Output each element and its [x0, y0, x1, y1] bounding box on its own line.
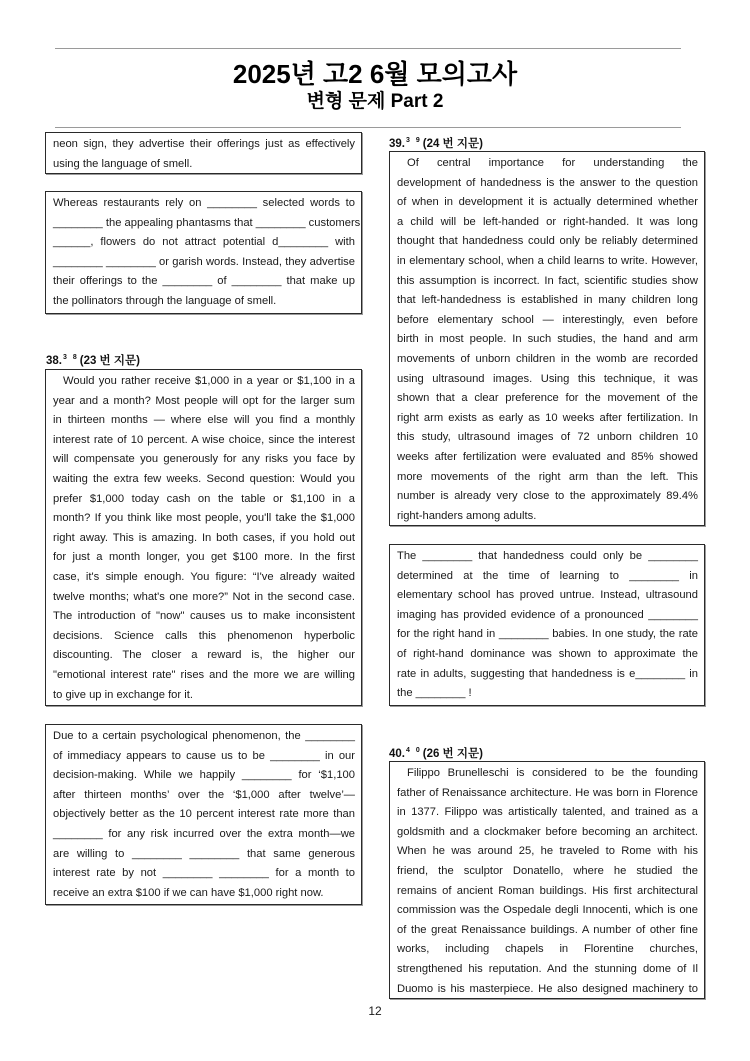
page-title: 2025년 고2 6월 모의고사	[232, 59, 518, 89]
text-line: ________ the appealing phantasms that ________ customers	[53, 216, 361, 229]
text-line: for the right hand in ________ babies. In one study, the rate	[397, 628, 698, 641]
passage-continuation-box	[45, 132, 362, 174]
question-38-heading	[46, 352, 140, 368]
text-line: The introduction of "now" causes us to make inconsistent	[53, 610, 355, 623]
text-line: more movements of the right arm than the left. This	[397, 470, 698, 483]
summary-box-37	[45, 191, 362, 314]
text-line: to give up in exchange for it.	[53, 688, 193, 701]
text-line: will compensate you generously for any risks you face by	[53, 453, 355, 466]
text-line: The ________ that handedness could only be ________	[397, 550, 698, 562]
text-line: father of Renaissance architecture. He was born in Florence	[397, 786, 698, 799]
text-line: the pollinators through the language of smell.	[53, 294, 277, 307]
text-line: are willing to ________ ________ that same generous	[53, 847, 355, 860]
passage-38-box	[45, 369, 362, 706]
text-line: discounting. The closer a reward is, the higher our	[53, 649, 355, 662]
text-line: month? If you think like most people, you'll take the $1,000	[53, 512, 355, 525]
text-line: of when in development it is actually determined whether	[397, 196, 698, 209]
text-line: that left-handedness is established in many children long	[397, 294, 698, 307]
summary-box-38	[45, 724, 362, 905]
text-line: of immediacy appears to cause us to be ________ in our	[53, 749, 355, 762]
text-line: imaging has provided evidence of a pronounced ________	[397, 608, 698, 621]
text-line: goldsmith and a clockmaker before becoming an architect.	[397, 825, 698, 838]
text-line: rate in adults, suggesting that handedness is e________ in	[397, 667, 698, 680]
question-sup: 4 0	[406, 747, 422, 754]
text-line: receive an extra $100 if we can have $1,000 right now.	[53, 886, 324, 899]
text-line: using the language of smell.	[53, 157, 193, 170]
question-sup: 3 8	[63, 354, 79, 361]
question-sup: 3 9	[406, 137, 422, 144]
top-rule	[55, 48, 681, 49]
text-line: remains of ancient Roman buildings. His first architectural	[397, 884, 698, 897]
text-line: movements of unborn children in the womb are recorded	[397, 352, 698, 365]
text-line: interest rate by not ________ ________ for a month to	[53, 867, 355, 880]
text-line: number is already very close to the approximately 89.4%	[397, 490, 698, 503]
text-line: of the great Renaissance buildings. A number of other fine	[397, 923, 698, 936]
text-line: this assumption is incorrect. In fact, scientific studies show	[397, 274, 698, 287]
text-line: waiting the extra few weeks. Second question: Would you	[53, 472, 355, 485]
text-line: weeks after fertilization were evaluated and 85% showed	[397, 450, 698, 463]
page-subtitle: 변형 문제 Part 2	[306, 91, 444, 112]
text-line: objectively better as the 10 percent interest rate more than	[53, 808, 355, 821]
text-line: after thirteen months’ over the ‘$1,000 after twelve’—	[53, 788, 355, 801]
text-line: right arm exists as early as 10 weeks after fertilization. In	[397, 411, 698, 424]
text-line: this study, ultrasound images of 72 unborn children 10	[397, 431, 698, 444]
text-line: in thirteen months — where else will you find a monthly	[53, 414, 355, 427]
text-line: friend, the sculptor Donatello, where he studied the	[397, 864, 698, 877]
text-line: When he was around 25, he traveled to Rome with his	[397, 845, 698, 858]
text-line: in elementary school, when a child learns to write. However,	[397, 254, 698, 267]
text-line: "emotional interest rate" rises and the more we are willing	[53, 668, 355, 681]
text-line: Duomo is his masterpiece. He also designed machinery to	[397, 982, 698, 995]
text-line: for just a month longer, you get $100 more. In the first	[53, 551, 355, 564]
text-line: their offerings to the ________ of ________ that make up	[53, 275, 355, 288]
text-line: thought that handedness could only be reliably determined	[397, 235, 698, 248]
text-line: ________ for any risk incurred over the extra month—we	[53, 827, 355, 840]
text-line: case, it's simple enough. You figure: “I've already waited	[53, 570, 355, 583]
text-line: Of central importance for understanding the	[407, 157, 698, 169]
text-line: Would you rather receive $1,000 in a year or $1,100 in a	[63, 375, 355, 387]
text-line: interest rate of 10 percent. A wise choice, since the interest	[53, 433, 355, 446]
question-number: 39.	[389, 138, 405, 150]
passage-39-box	[389, 151, 705, 526]
text-line: works, including chapels in Florentine churches,	[397, 943, 698, 956]
text-line: shown that a clear preference for the movement of the	[397, 392, 698, 405]
question-source: (23 번 지문)	[79, 355, 140, 367]
text-line: decision-making. While we happily ________ for ‘$1,100	[53, 769, 355, 782]
text-line: the ________ !	[397, 687, 472, 700]
text-line: Whereas restaurants rely on ________ selected words to	[53, 197, 355, 209]
question-39-heading	[389, 135, 483, 151]
text-line: development of handedness is the answer to the question	[397, 176, 698, 189]
text-line: birth in most people. In such studies, the hand and arm	[397, 333, 698, 346]
text-line: of right-hand dominance was shown to approximate the	[397, 647, 698, 660]
text-line: year and a month? Most people will opt for the larger sum	[53, 394, 355, 407]
question-source: (26 번 지문)	[422, 748, 483, 760]
text-line: Due to a certain psychological phenomenon, the ________	[53, 730, 355, 742]
summary-box-39	[389, 544, 705, 706]
text-line: before elementary school — interestingly, even before	[397, 313, 698, 326]
text-line: right-handers among adults.	[397, 509, 537, 522]
text-line: commission was the Ospedale degli Innocenti, which is one	[397, 904, 698, 917]
question-number: 38.	[46, 355, 62, 367]
text-line: ________ ________ or garish words. Instead, they advertise	[53, 255, 355, 268]
question-source: (24 번 지문)	[422, 138, 483, 150]
text-line: prefer $1,000 today cash on the table or $1,100 in a	[53, 492, 355, 505]
question-number: 40.	[389, 748, 405, 760]
text-line: right away. This is amazing. In both cases, if you hold out	[53, 531, 355, 544]
page-number: 12	[368, 1004, 382, 1018]
text-line: twelve months; what's one more?” Not in the second case.	[53, 590, 355, 603]
text-line: determined at the time of learning to ________ in	[397, 569, 698, 582]
text-line: neon sign, they advertise their offerings just as effectively	[53, 138, 355, 150]
question-40-heading	[389, 745, 483, 761]
text-line: elementary school has proved untrue. Instead, ultrasound	[397, 589, 698, 602]
text-line: strengthened his reputation. And the stunning dome of Il	[397, 962, 698, 975]
text-line: decisions. Science calls this phenomenon hyperbolic	[53, 629, 355, 642]
text-line: in 1377. Filippo was artistically talented, and trained as a	[397, 806, 698, 819]
text-line: ______, flowers do not attract potential d________ with	[53, 236, 355, 249]
text-line: a child will be left-handed or right-handed. It was long	[397, 215, 698, 228]
header-rule	[55, 127, 681, 128]
text-line: Filippo Brunelleschi is considered to be the founding	[407, 767, 698, 779]
passage-40-box	[389, 761, 705, 999]
text-line: using ultrasound images. Using this technique, it was	[397, 372, 698, 385]
